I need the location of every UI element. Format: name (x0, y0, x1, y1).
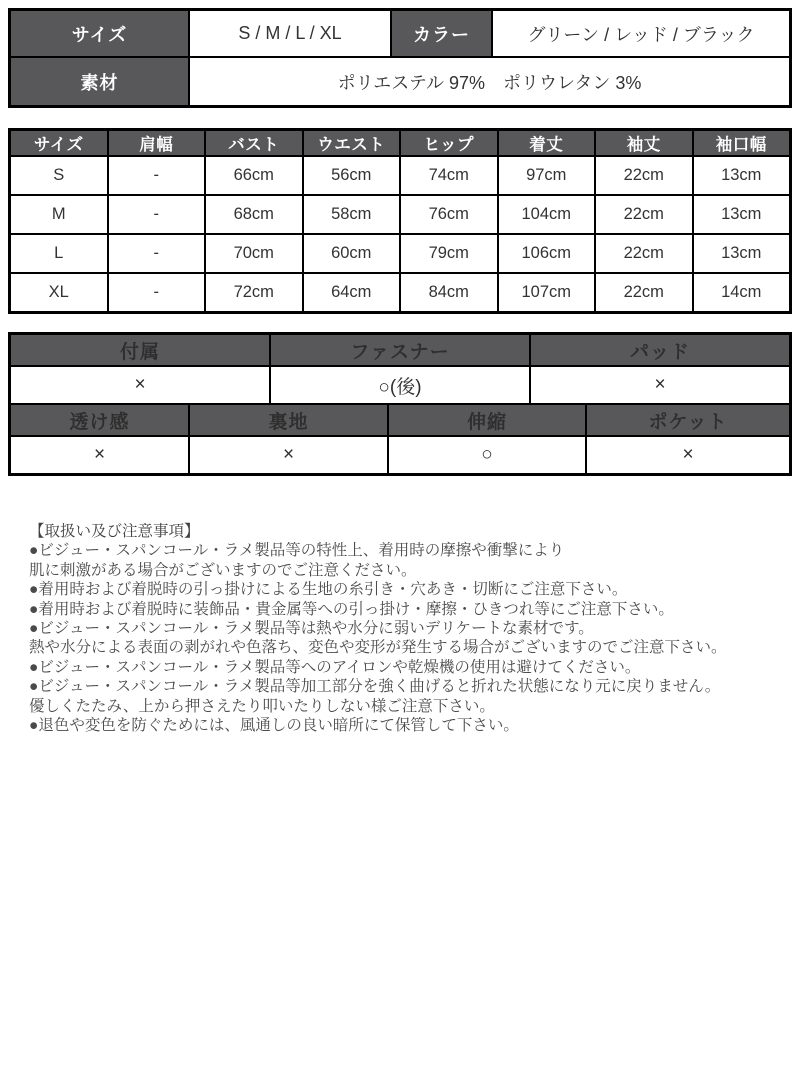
col-header-sleeve: 袖丈 (596, 131, 692, 155)
care-notes (29, 522, 791, 735)
header-sheerness: 透け感 (11, 405, 188, 435)
cell-s-cuff: 13cm (694, 157, 790, 194)
cell-m-size: M (11, 196, 107, 233)
cell-s-waist: 56cm (304, 157, 400, 194)
cell-m-shoulder: - (109, 196, 205, 233)
care-note-line: ●ビジュー・スパンコール・ラメ製品等の特性上、着用時の摩擦や衝撃により (29, 542, 565, 560)
care-notes-title: 【取扱い及び注意事項】 (29, 523, 200, 540)
color-label: カラー (392, 11, 491, 56)
care-note-line: 優しくたたみ、上から押さえたり叩いたりしない様ご注意下さい。 (29, 697, 495, 715)
value-stretch: ○ (389, 437, 585, 473)
care-note-line: 肌に刺激がある場合がございますのでご注意ください。 (29, 561, 417, 579)
header-lining: 裏地 (190, 405, 387, 435)
cell-m-waist: 58cm (304, 196, 400, 233)
col-header-length: 着丈 (499, 131, 595, 155)
cell-xl-bust: 72cm (206, 274, 302, 311)
col-header-bust: バスト (206, 131, 302, 155)
cell-l-waist: 60cm (304, 235, 400, 272)
cell-l-length: 106cm (499, 235, 595, 272)
cell-m-hip: 76cm (401, 196, 497, 233)
cell-s-length: 97cm (499, 157, 595, 194)
table-row-m (11, 196, 789, 233)
size-label: サイズ (11, 11, 188, 56)
summary-row-size-color (11, 11, 789, 56)
table-row-l (11, 235, 789, 272)
features-value-row-1 (11, 367, 789, 403)
value-fastener: ○(後) (271, 367, 529, 403)
features-header-row-2 (11, 405, 789, 435)
cell-s-size: S (11, 157, 107, 194)
cell-m-length: 104cm (499, 196, 595, 233)
table-row-xl (11, 274, 789, 311)
size-value: S / M / L / XL (190, 11, 390, 56)
value-accessories: × (11, 367, 269, 403)
summary-table (8, 8, 792, 108)
features-header-row-1 (11, 335, 789, 365)
col-header-shoulder: 肩幅 (109, 131, 205, 155)
cell-l-sleeve: 22cm (596, 235, 692, 272)
col-header-waist: ウエスト (304, 131, 400, 155)
care-note-line: ●着用時および着脱時に装飾品・貴金属等への引っ掛け・摩擦・ひきつれ等にご注意下さい。 (29, 600, 674, 618)
cell-m-cuff: 13cm (694, 196, 790, 233)
cell-xl-cuff: 14cm (694, 274, 790, 311)
header-stretch: 伸縮 (389, 405, 585, 435)
value-pocket: × (587, 437, 789, 473)
material-value: ポリエステル 97% ポリウレタン 3% (190, 58, 789, 105)
care-note-line: ●着用時および着脱時の引っ掛けによる生地の糸引き・穴あき・切断にご注意下さい。 (29, 581, 628, 599)
header-pad: パッド (531, 335, 789, 365)
table-row-s (11, 157, 789, 194)
color-value: グリーン / レッド / ブラック (493, 11, 789, 56)
cell-s-sleeve: 22cm (596, 157, 692, 194)
features-table (8, 332, 792, 476)
material-label: 素材 (11, 58, 188, 105)
cell-l-shoulder: - (109, 235, 205, 272)
cell-m-sleeve: 22cm (596, 196, 692, 233)
cell-l-size: L (11, 235, 107, 272)
cell-s-hip: 74cm (401, 157, 497, 194)
cell-l-cuff: 13cm (694, 235, 790, 272)
cell-xl-length: 107cm (499, 274, 595, 311)
header-accessories: 付属 (11, 335, 269, 365)
cell-s-bust: 66cm (206, 157, 302, 194)
col-header-size: サイズ (11, 131, 107, 155)
cell-xl-hip: 84cm (401, 274, 497, 311)
care-note-line: ●ビジュー・スパンコール・ラメ製品等は熱や水分に弱いデリケートな素材です。 (29, 620, 594, 638)
care-note-line: 熱や水分による表面の剥がれや色落ち、変色や変形が発生する場合がございますのでご注意下さい。 (29, 639, 727, 657)
cell-l-bust: 70cm (206, 235, 302, 272)
header-pocket: ポケット (587, 405, 789, 435)
cell-s-shoulder: - (109, 157, 205, 194)
care-note-line: ●ビジュー・スパンコール・ラメ製品等へのアイロンや乾燥機の使用は避けてください。 (29, 658, 641, 676)
care-note-line: ●退色や変色を防ぐためには、風通しの良い暗所にて保管して下さい。 (29, 717, 519, 735)
value-lining: × (190, 437, 387, 473)
cell-xl-waist: 64cm (304, 274, 400, 311)
header-fastener: ファスナー (271, 335, 529, 365)
col-header-hip: ヒップ (401, 131, 497, 155)
cell-xl-size: XL (11, 274, 107, 311)
cell-xl-sleeve: 22cm (596, 274, 692, 311)
care-note-line: ●ビジュー・スパンコール・ラメ製品等加工部分を強く曲げると折れた状態になり元に戻りません。 (29, 678, 721, 696)
value-pad: × (531, 367, 789, 403)
cell-l-hip: 79cm (401, 235, 497, 272)
cell-m-bust: 68cm (206, 196, 302, 233)
col-header-cuff: 袖口幅 (694, 131, 790, 155)
features-value-row-2 (11, 437, 789, 473)
cell-xl-shoulder: - (109, 274, 205, 311)
value-sheerness: × (11, 437, 188, 473)
summary-row-material (11, 58, 789, 105)
measurements-header-row (11, 131, 789, 155)
measurements-table (8, 128, 792, 314)
